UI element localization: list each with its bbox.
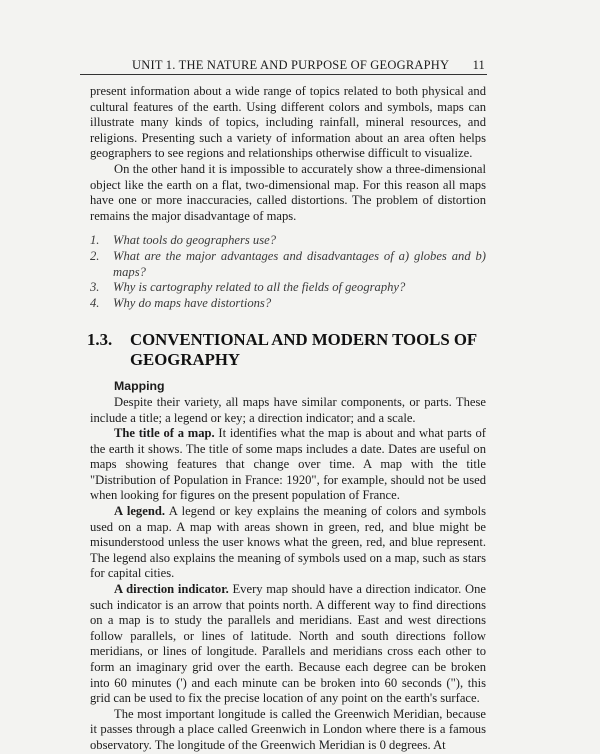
component-lead: A legend. [114,504,165,519]
component-text: It identifies what the map is about and what parts of the earth it shows. The title of some maps includes a date. Dates are useful on maps showing features that change over time. A map with the title "Distribution of Population in France: 1920", for example, should not be used when looking for figures on the present population of France. [90,426,486,503]
question-number: 4. [90,295,100,310]
question-text: What are the major advantages and disadvantages of a) globes and b) maps? [113,248,486,279]
question-number: 2. [90,248,100,263]
question-item [90,233,486,249]
question-text: Why do maps have distortions? [113,295,272,310]
page-body [87,84,486,754]
component-paragraph-direction [90,582,486,707]
subheading-mapping: Mapping [114,379,165,394]
question-item [90,249,486,280]
section-number: 1.3. [87,330,113,350]
page-number: 11 [472,58,485,72]
component-paragraph-legend [90,504,486,582]
question-text: Why is cartography related to all the fields of geography? [113,280,406,295]
component-lead: A direction indicator. [114,582,229,597]
question-item [90,280,486,296]
component-paragraph-title [90,426,486,504]
intro-paragraph-2: On the other hand it is impossible to accurately show a three-dimensional object like the earth on a flat, two-dimensional map. For this reason all maps have one or more inaccuracies, called distortions. The problem of distortion remains the major disadvantage of maps. [90,161,486,223]
section-heading [87,330,486,370]
intro-paragraph-1: present information about a wide range of topics related to both physical and cultural features of the earth. Using different colors and symbols, maps can illustrate many kinds of topics, including rainfall, mineral resources, and religions. Presenting such a variety of information about an area often helps geographers to see regions and relationships otherwise difficult to visualize. [90,84,486,161]
component-text: A legend or key explains the meaning of colors and symbols used on a map. A map with areas shown in green, red, and blue might be misunderstood unless the user knows what the green, red, and blue represent. The legend also explains the meaning of symbols used on a map, such as stars for capital cities. [90,504,486,581]
closing-paragraph: The most important longitude is called the Greenwich Meridian, because it passes through a place called Greenwich in London where there is a famous observatory. The longitude of the Greenwich Meridian is 0 degrees. At [90,706,486,752]
question-text: What tools do geographers use? [113,233,277,248]
component-text: Every map should have a direction indicator. One such indicator is an arrow that points north. A different way to find directions on a map is to study the parallels and meridians. East and west directions follow parallels, or lines of latitude. North and south directions follow meridians, or lines of longitude. Parallels and meridians cross each other to form an imaginary grid over the earth. Because each degree can be broken into 60 minutes (') and each minute can be broken into 60 seconds ("), this grid can be used to fix the precise location of any point on the earth's surface. [90,582,486,706]
review-questions [90,233,486,311]
question-item [90,296,486,312]
section-title: CONVENTIONAL AND MODERN TOOLS OF GEOGRAPHY [130,330,477,370]
component-lead: The title of a map. [114,426,215,441]
question-number: 1. [90,233,100,248]
header-rule [80,74,487,75]
running-title: UNIT 1. THE NATURE AND PURPOSE OF GEOGRAPHY [132,58,450,72]
mapping-intro-paragraph: Despite their variety, all maps have similar components, or parts. These include a title; a legend or key; a direction indicator; and a scale. [90,394,486,425]
question-number: 3. [90,280,100,295]
